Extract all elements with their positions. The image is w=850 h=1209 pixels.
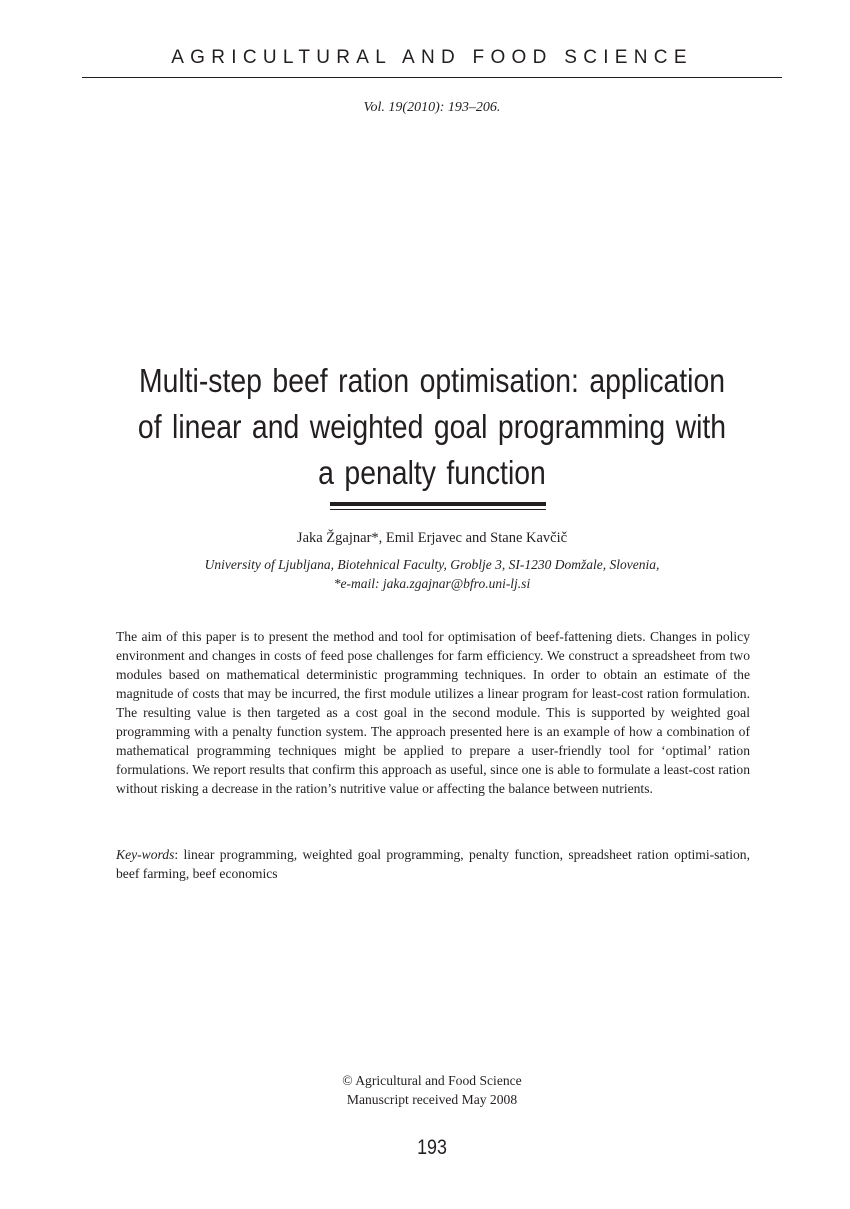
keywords-label: Key-words	[116, 847, 175, 862]
journal-name: AGRICULTURAL AND FOOD SCIENCE	[171, 47, 693, 68]
header-divider	[82, 77, 782, 78]
title-underline-thick	[330, 502, 546, 506]
footer-notes	[82, 1071, 782, 1109]
page-number: 193	[417, 1136, 447, 1159]
affiliation-address: University of Ljubljana, Biotehnical Faculty, Groblje 3, SI-1230 Domžale, Slovenia,	[204, 557, 660, 572]
title-underline-thin	[330, 509, 546, 510]
author-list: Jaka Žgajnar*, Emil Erjavec and Stane Kavčič	[296, 530, 568, 546]
manuscript-received: Manuscript received May 2008	[346, 1092, 518, 1107]
volume-info: Vol. 19(2010): 193–206.	[363, 100, 501, 115]
contact-email: *e-mail: jaka.zgajnar@bfro.uni-lj.si	[333, 576, 531, 591]
abstract: The aim of this paper is to present the method and tool for optimisation of beef-fattening diets. Changes in policy environment and changes in costs of feed pose challenges for farm efficiency. We construct a spreadsheet from two modules based on mathematical deterministic programming techniques. In order to obtain an estimate of the magnitude of costs that may be incurred, the first module utilizes a linear program for least-cost ration formulation. The resulting value is then targeted as a cost goal in the second module. This is supported by weighted goal programming with a penalty function system. The approach presented here is an example of how a combination of mathematical programming techniques might be applied to prepare a user-friendly tool for ‘optimal’ ration formulations. We report results that confirm this approach as useful, since one is able to formulate a least-cost ration without risking a decrease in the ration’s nutritive value or affecting the balance between nutrients.	[116, 629, 750, 796]
affiliation	[82, 555, 782, 593]
keywords-text: : linear programming, weighted goal programming, penalty function, spreadsheet ration optimi-sation, beef farming, beef economics	[116, 847, 750, 881]
copyright-notice: © Agricultural and Food Science	[342, 1073, 522, 1088]
paper-title: Multi-step beef ration optimisation: application of linear and weighted goal programming with a penalty function	[137, 362, 727, 491]
keywords	[116, 845, 750, 883]
